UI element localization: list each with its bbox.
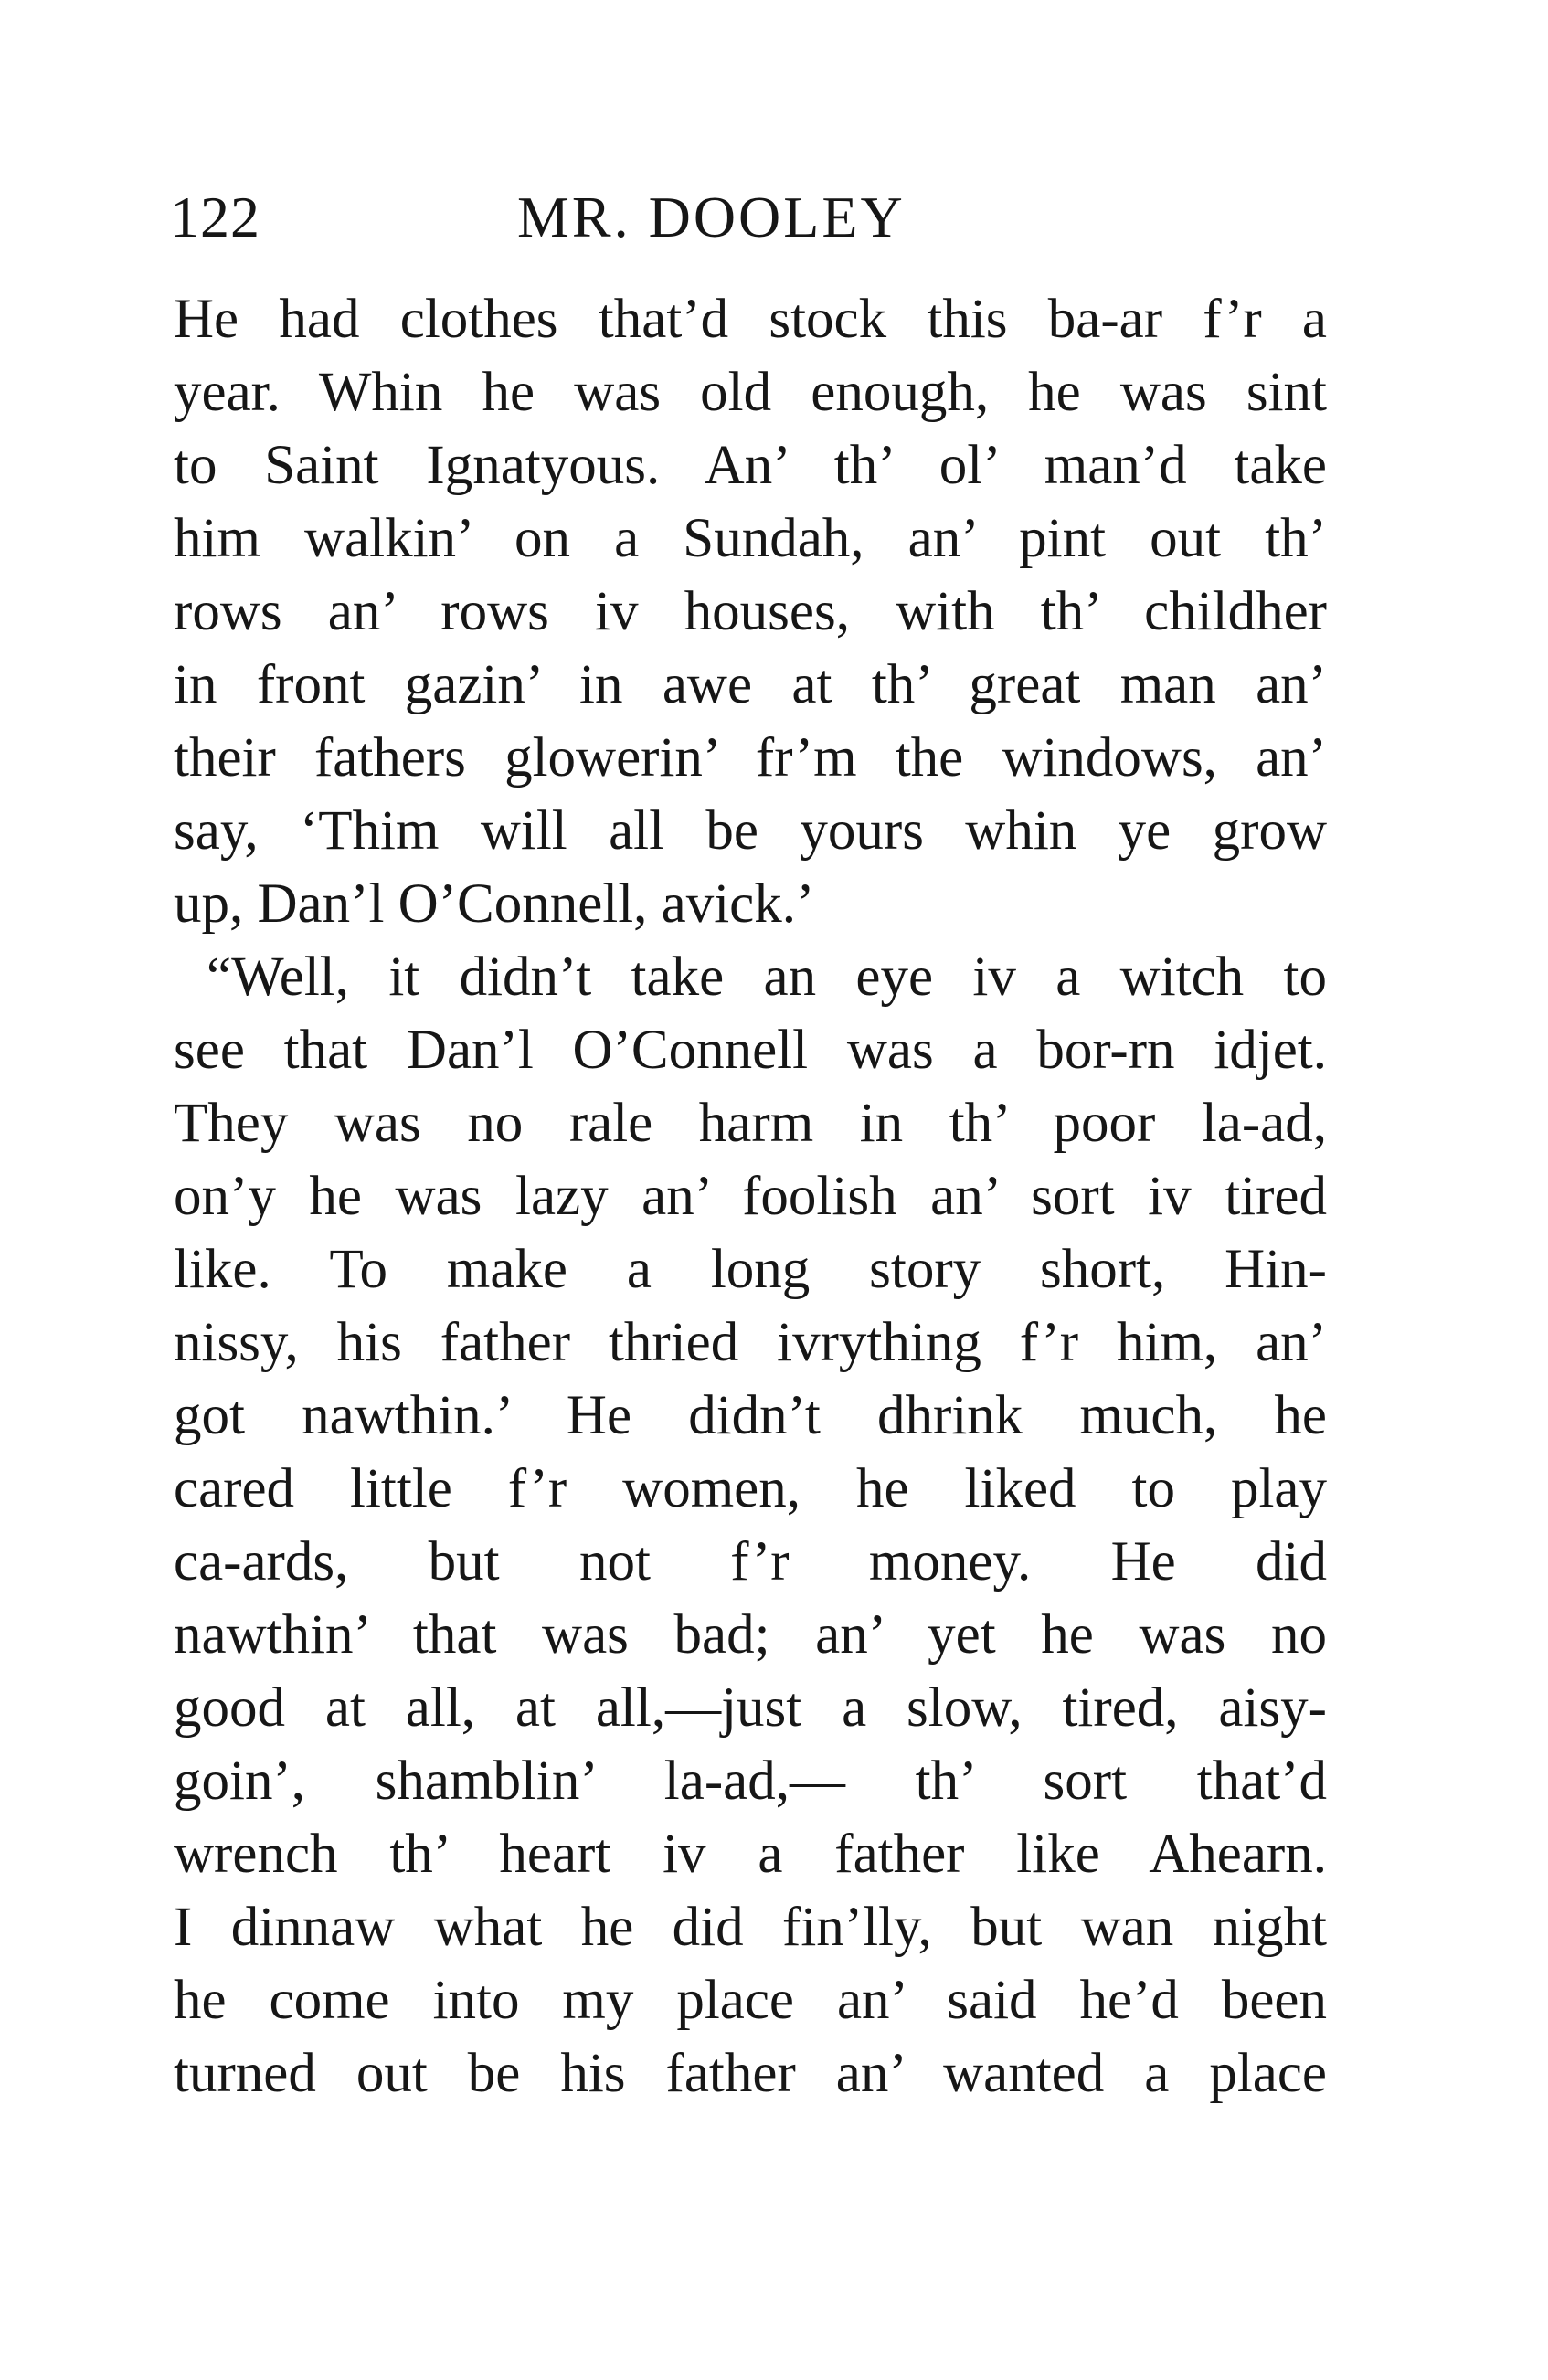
running-head	[170, 181, 992, 254]
text-line: see that Dan’l O’Connell was a bor-rn idjet.	[174, 1020, 1327, 1081]
text-line: say, ‘Thim will all be yours whin ye grow	[174, 800, 1327, 862]
text-line: to Saint Ignatyous. An’ th’ ol’ man’d take	[174, 435, 1327, 496]
text-line: he come into my place an’ said he’d been	[174, 1970, 1327, 2031]
text-line: their fathers glowerin’ fr’m the windows, an’	[174, 727, 1327, 788]
text-line: turned out be his father an’ wanted a place	[174, 2043, 1327, 2104]
text-line: rows an’ rows iv houses, with th’ childher	[174, 581, 1327, 642]
body-text	[174, 283, 1327, 2110]
text-line: ca-ards, but not f’r money. He did	[174, 1531, 1327, 1592]
text-line: wrench th’ heart iv a father like Ahearn.	[174, 1824, 1327, 1885]
text-line: cared little f’r women, he liked to play	[174, 1458, 1327, 1519]
text-line: He had clothes that’d stock this ba-ar f’r a	[174, 289, 1327, 350]
text-line: got nawthin.’ He didn’t dhrink much, he	[174, 1385, 1327, 1446]
text-line: nawthin’ that was bad; an’ yet he was no	[174, 1604, 1327, 1666]
text-line: like. To make a long story short, Hin-	[174, 1239, 1327, 1300]
text-line: him walkin’ on a Sundah, an’ pint out th’	[174, 508, 1327, 569]
running-title: MR. DOOLEY	[517, 185, 906, 249]
text-line: nissy, his father thried ivrything f’r him, an’	[174, 1312, 1327, 1373]
text-line: I dinnaw what he did fin’lly, but wan night	[174, 1897, 1327, 1958]
paragraph-end-line: up, Dan’l O’Connell, avick.’	[174, 873, 815, 935]
text-line: year. Whin he was old enough, he was sint	[174, 362, 1327, 423]
text-line: They was no rale harm in th’ poor la-ad,	[174, 1093, 1327, 1154]
text-line: on’y he was lazy an’ foolish an’ sort iv tired	[174, 1166, 1327, 1227]
text-line: in front gazin’ in awe at th’ great man an’	[174, 654, 1327, 715]
text-line: good at all, at all,—just a slow, tired, aisy-	[174, 1677, 1327, 1739]
page-number: 122	[170, 185, 260, 249]
paragraph-start-line: “Well, it didn’t take an eye iv a witch to	[207, 947, 1327, 1008]
text-line: goin’, shamblin’ la-ad,— th’ sort that’d	[174, 1751, 1327, 1812]
